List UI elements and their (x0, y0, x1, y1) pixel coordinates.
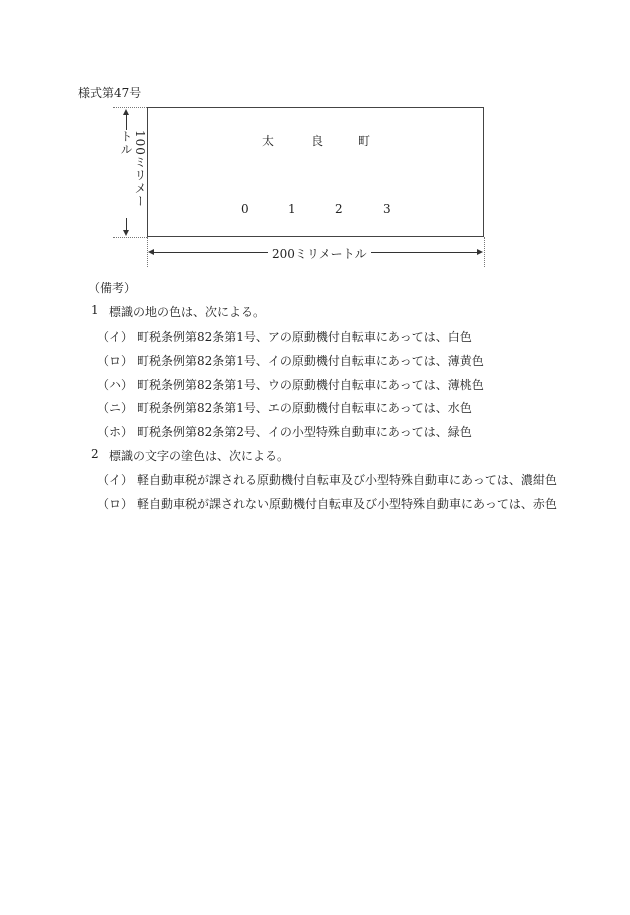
section-1-item-text: 町税条例第82条第1号、イの原動機付自転車にあっては、薄黄色 (137, 354, 484, 368)
section-1-item-text: 町税条例第82条第1号、エの原動機付自転車にあっては、水色 (137, 401, 472, 415)
section-1-item-label: （ホ） (97, 425, 134, 439)
section-1-item-label: （ロ） (97, 354, 134, 368)
section-1-item-text: 町税条例第82条第1号、ウの原動機付自転車にあっては、薄桃色 (137, 378, 484, 392)
section-2-item-label: （イ） (97, 473, 134, 487)
plate-town-char-3: 町 (358, 134, 371, 148)
section-1-text: 標識の地の色は、次による。 (109, 305, 266, 319)
arrow-up-icon (123, 109, 129, 115)
width-extension-right (484, 237, 485, 267)
section-2-number: 2 (91, 447, 99, 461)
form-title: 様式第47号 (78, 86, 142, 100)
section-2-item-text: 軽自動車税が課されない原動機付自転車及び小型特殊自動車にあっては、赤色 (137, 497, 557, 511)
section-2-item-label: （ロ） (97, 497, 134, 511)
plate-digit-1: 0 (241, 202, 249, 216)
plate-digit-3: 2 (335, 202, 343, 216)
height-dimension-label: 100ミリメートル (119, 130, 147, 218)
section-2-text: 標識の文字の塗色は、次による。 (109, 449, 290, 463)
height-extension-top (113, 107, 147, 108)
plate-town-char-2: 良 (311, 134, 324, 148)
plate-digit-4: 3 (383, 202, 391, 216)
height-extension-bottom (113, 237, 147, 238)
arrow-right-icon (477, 249, 483, 255)
section-1-item-label: （イ） (97, 330, 134, 344)
section-1-item-text: 町税条例第82条第2号、イの小型特殊自動車にあっては、緑色 (137, 425, 472, 439)
section-1-item-label: （ハ） (97, 378, 134, 392)
arrow-down-icon (123, 230, 129, 236)
section-1-item-label: （ニ） (97, 401, 134, 415)
section-1-item-text: 町税条例第82条第1号、アの原動機付自転車にあっては、白色 (137, 330, 472, 344)
plate-town-char-1: 太 (262, 134, 275, 148)
section-1-number: 1 (91, 303, 99, 317)
arrow-left-icon (148, 249, 154, 255)
plate-diagram (147, 107, 484, 237)
plate-digit-2: 1 (288, 202, 296, 216)
section-2-item-text: 軽自動車税が課される原動機付自転車及び小型特殊自動車にあっては、濃紺色 (137, 473, 557, 487)
remarks-heading: （備考） (88, 281, 137, 295)
width-dimension-label: 200ミリメートル (268, 245, 371, 262)
